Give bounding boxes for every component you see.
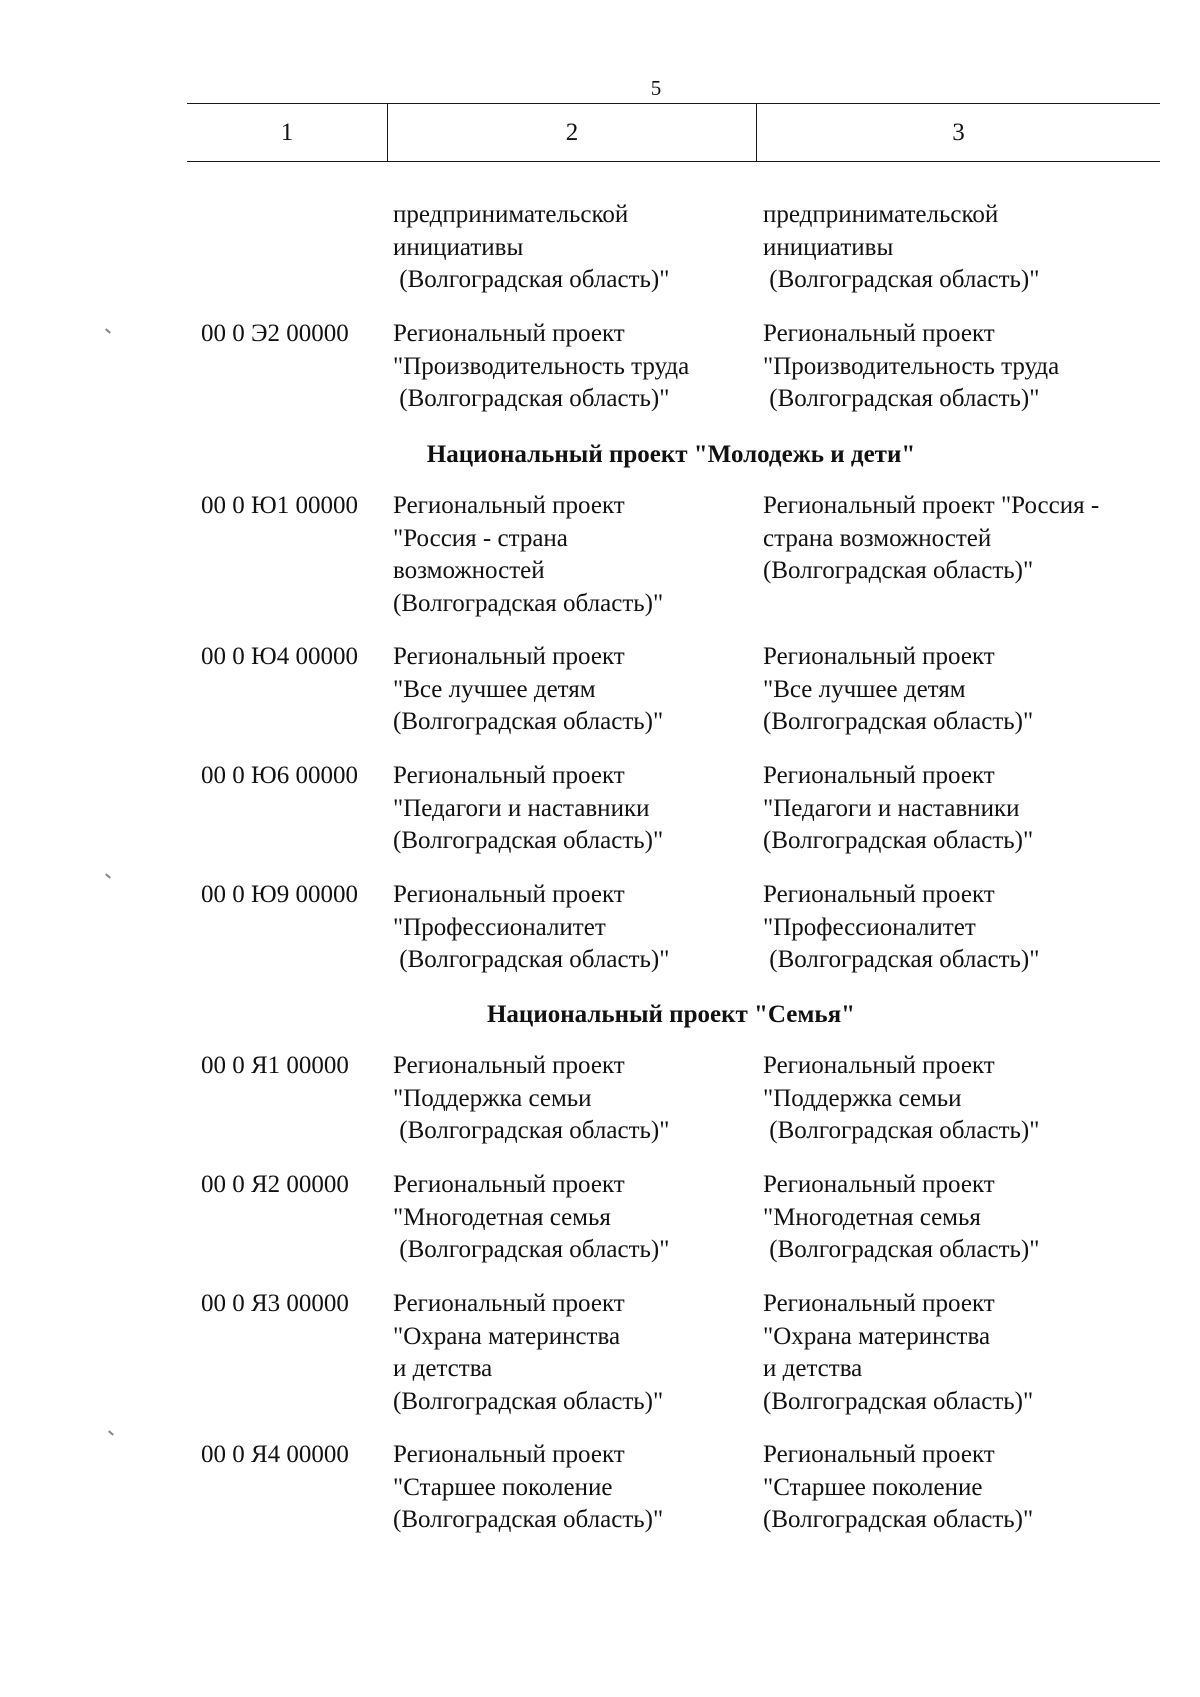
row-code: 00 0 Э2 00000	[201, 320, 349, 347]
row-col3-text: Региональный проект "Все лучшее детям (Волгоградская область)"	[763, 643, 1034, 735]
section-heading: Национальный проект "Семья"	[486, 1001, 856, 1028]
row-col2-text: Региональный проект "Поддержка семьи (Волгоградская область)"	[393, 1052, 670, 1144]
row-col3-text: Региональный проект "Профессионалитет (Волгоградская область)"	[763, 881, 1040, 973]
row-col2-text: Региональный проект "Многодетная семья (Волгоградская область)"	[393, 1171, 670, 1263]
row-col3-text: Региональный проект "Педагоги и наставники (Волгоградская область)"	[763, 762, 1034, 854]
row-code: 00 0 Ю1 00000	[201, 492, 358, 519]
row-col2-text: предпринимательской инициативы (Волгоградская область)"	[393, 201, 670, 293]
row-col2-text: Региональный проект "Профессионалитет (Волгоградская область)"	[393, 881, 670, 973]
row-col3-text: Региональный проект "Производительность труда (Волгоградская область)"	[763, 320, 1060, 412]
row-col3-text: Региональный проект "Охрана материнства и детства (Волгоградская область)"	[763, 1290, 1034, 1415]
row-col3-text: Региональный проект "Россия - страна возможностей (Волгоградская область)"	[763, 492, 1100, 584]
column-header-2: 2	[388, 104, 757, 161]
row-code: 00 0 Я4 00000	[201, 1441, 349, 1468]
row-col3-text: Региональный проект "Многодетная семья (Волгоградская область)"	[763, 1171, 1040, 1263]
section-heading: Национальный проект "Молодежь и дети"	[426, 441, 916, 468]
row-code: 00 0 Я3 00000	[201, 1290, 349, 1317]
row-col2-text: Региональный проект "Педагоги и наставники (Волгоградская область)"	[393, 762, 664, 854]
row-col2-text: Региональный проект "Охрана материнства и детства (Волгоградская область)"	[393, 1290, 664, 1415]
row-code: 00 0 Ю6 00000	[201, 762, 358, 789]
row-code: 00 0 Ю9 00000	[201, 881, 358, 908]
page-number: 5	[650, 76, 662, 100]
row-col3-text: Региональный проект "Поддержка семьи (Волгоградская область)"	[763, 1052, 1040, 1144]
row-code: 00 0 Я1 00000	[201, 1052, 349, 1079]
row-code: 00 0 Я2 00000	[201, 1171, 349, 1198]
row-col2-text: Региональный проект "Россия - страна возможностей (Волгоградская область)"	[393, 492, 664, 617]
row-col3-text: предпринимательской инициативы (Волгоградская область)"	[763, 201, 1040, 293]
row-col2-text: Региональный проект "Производительность труда (Волгоградская область)"	[393, 320, 690, 412]
row-col2-text: Региональный проект "Старшее поколение (Волгоградская область)"	[393, 1441, 664, 1533]
column-header-1: 1	[187, 104, 388, 161]
column-header-3: 3	[952, 118, 965, 146]
row-col2-text: Региональный проект "Все лучшее детям (Волгоградская область)"	[393, 643, 664, 735]
row-col3-text: Региональный проект "Старшее поколение (Волгоградская область)"	[763, 1441, 1034, 1533]
row-code: 00 0 Ю4 00000	[201, 643, 358, 670]
